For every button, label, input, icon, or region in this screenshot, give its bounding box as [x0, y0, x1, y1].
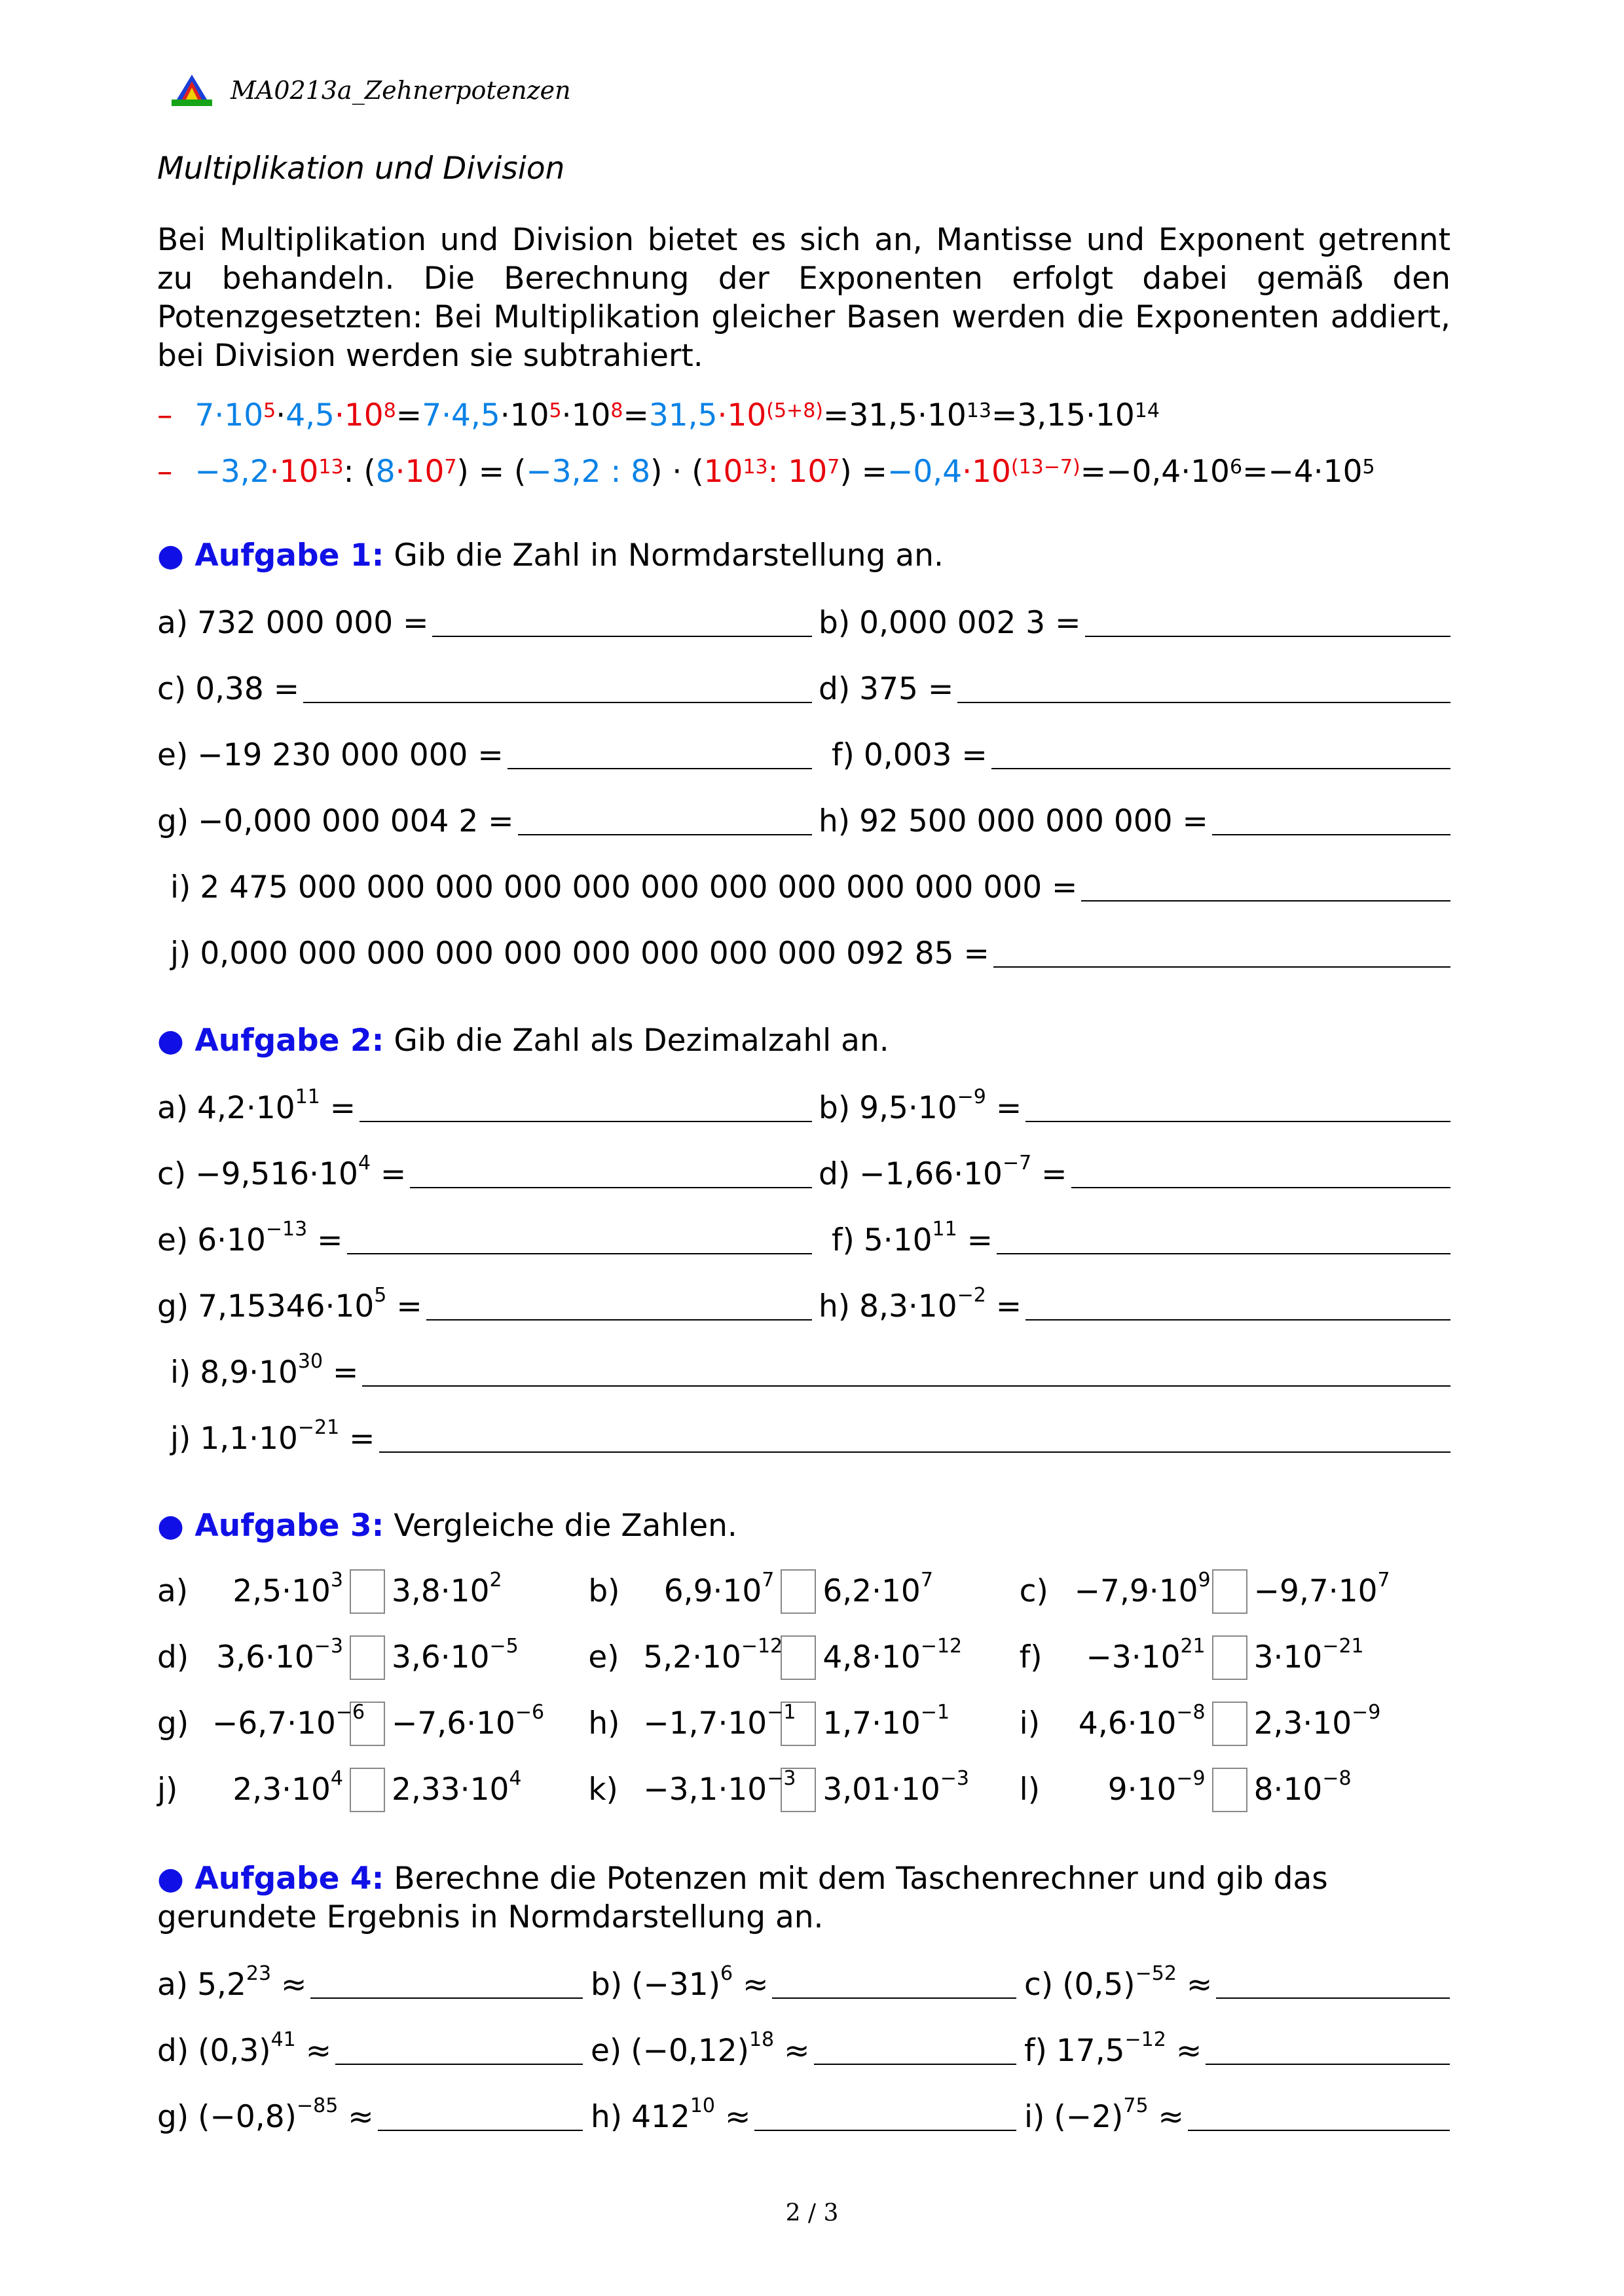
- task2-row: [157, 1338, 1450, 1404]
- task3-heading: ● Aufgabe 3: Vergleiche die Zahlen.: [157, 1508, 737, 1544]
- task1-item: b) 0,000 002 3 =: [819, 602, 1450, 641]
- task3-item: h) $-1,7\cdot 10^{-1}$ $1,7\cdot 10^{-1}$: [588, 1702, 1019, 1746]
- task3-item: e) $5,2\cdot 10^{-12}$ $4,8\cdot 10^{-12}$: [588, 1635, 1019, 1680]
- task2-item: j) $1,1\cdot 10^{-21}$ =: [157, 1417, 1450, 1457]
- task2-heading: ● Aufgabe 2: Gib die Zahl als Dezimalzahl an.: [157, 1023, 889, 1059]
- comparison-box[interactable]: [1212, 1768, 1247, 1812]
- task4-item: i) $(-2)^{75}$ ≈: [1024, 2096, 1450, 2135]
- comparison-box[interactable]: [350, 1768, 385, 1812]
- answer-line[interactable]: [335, 2035, 583, 2065]
- answer-line[interactable]: [303, 673, 812, 703]
- task2-item: i) $8,9\cdot 10^{30}$ =: [157, 1351, 1450, 1391]
- answer-line[interactable]: [347, 1224, 812, 1254]
- answer-line[interactable]: [1085, 607, 1450, 637]
- task1-item: g) −0,000 000 004 2 =: [157, 800, 812, 839]
- task4-item: f) $17,5^{-12}$ ≈: [1024, 2030, 1450, 2069]
- task2-row: [157, 1271, 1450, 1338]
- task2-item: h) $8,3\cdot 10^{-2}$ =: [819, 1285, 1450, 1324]
- task1-item: d) 375 =: [819, 668, 1450, 707]
- task1-item: f) 0,003 =: [819, 734, 1450, 773]
- task4-heading: ● Aufgabe 4: Berechne die Potenzen mit dem Taschenrechner und gib das gerundete Ergebnis in Normdarstellung an.: [157, 1861, 1328, 1935]
- task2-row: [157, 1404, 1450, 1470]
- example-multiplication: – 7·10 $^5$ · 4,5 ·10 $^8$ = 7·4,5 ·10 $^5$ ·10 $^8$ = 31,5 ·10 $^{(5+8)}$ =31,5·10 $^{13}$ =3,15·10 $^{14}$: [157, 397, 1160, 433]
- task2-item: d) $-1,66\cdot 10^{-7}$ =: [819, 1153, 1450, 1192]
- answer-line[interactable]: [1081, 871, 1450, 902]
- task3-item: i) $4,6\cdot 10^{-8}$ $2,3\cdot 10^{-9}$: [1020, 1702, 1450, 1746]
- answer-line[interactable]: [1206, 2035, 1450, 2065]
- task1-row: [157, 852, 1450, 919]
- task2-item: c) $-9,516\cdot 10^4$ =: [157, 1153, 812, 1192]
- answer-line[interactable]: [997, 1224, 1450, 1254]
- task3-item: j) $2,3\cdot 10^4$ $2,33\cdot 10^4$: [157, 1768, 588, 1812]
- answer-line[interactable]: [518, 805, 812, 835]
- task4-item: c) $(0,5)^{-52}$ ≈: [1024, 1963, 1450, 2003]
- document-name: MA0213a_Zehnerpotenzen: [231, 76, 571, 105]
- task1-row: [157, 919, 1450, 985]
- intro-paragraph: Bei Multiplikation und Division bietet es sich an, Mantisse und Exponent getrennt zu behandeln. Die Berechnung der Exponenten erfolgt dabei gemäß den Potenzgesetzten: Bei Multiplikation gleicher Basen werden die Exponenten addiert, bei Division werden sie subtrahiert.: [157, 222, 1450, 374]
- task1-item: h) 92 500 000 000 000 =: [819, 800, 1450, 839]
- answer-line[interactable]: [378, 2101, 583, 2131]
- task4-row: [157, 2016, 1450, 2082]
- task2-row: [157, 1205, 1450, 1271]
- answer-line[interactable]: [1216, 1969, 1450, 1999]
- task4-item: e) $(-0,12)^{18}$ ≈: [591, 2030, 1016, 2069]
- task4-item: d) $(0,3)^{41}$ ≈: [157, 2030, 583, 2069]
- comparison-box[interactable]: [1212, 1702, 1247, 1746]
- task1-item: a) 732 000 000 =: [157, 602, 812, 641]
- page-number: 2 / 3: [785, 2200, 839, 2227]
- comparison-box[interactable]: [781, 1569, 816, 1614]
- task3-item: c) $-7,9\cdot 10^9$ $-9,7\cdot 10^7$: [1020, 1569, 1450, 1614]
- task4-item: a) $5,2^{23}$ ≈: [157, 1963, 583, 2003]
- task3-item: l) $9\cdot 10^{-9}$ $8\cdot 10^{-8}$: [1020, 1768, 1450, 1812]
- task2-item: g) $7,15346\cdot 10^5$ =: [157, 1285, 812, 1324]
- task1-item: j) 0,000 000 000 000 000 000 000 000 000 092 85 =: [157, 932, 1450, 972]
- section-title: Multiplikation und Division: [157, 151, 565, 187]
- task3-item: a) $2,5\cdot 10^3$ $3,8\cdot 10^2$: [157, 1569, 588, 1614]
- task2-item: a) $4,2\cdot 10^{11}$ =: [157, 1087, 812, 1126]
- answer-line[interactable]: [993, 938, 1450, 968]
- task3-row: [157, 1757, 1450, 1823]
- answer-line[interactable]: [360, 1092, 812, 1122]
- task1-heading: ● Aufgabe 1: Gib die Zahl in Normdarstellung an.: [157, 538, 944, 574]
- task2-item: b) $9,5\cdot 10^{-9}$ =: [819, 1087, 1450, 1126]
- task1-row: [157, 588, 1450, 654]
- answer-line[interactable]: [507, 739, 812, 769]
- task1-item: e) −19 230 000 000 =: [157, 734, 812, 773]
- answer-line[interactable]: [1025, 1290, 1450, 1321]
- answer-line[interactable]: [991, 739, 1450, 769]
- answer-line[interactable]: [754, 2101, 1016, 2131]
- task1-item: i) 2 475 000 000 000 000 000 000 000 000 000 000 000 =: [157, 866, 1450, 905]
- task3-item: g) $-6,7\cdot 10^{-6}$ $-7,6\cdot 10^{-6}$: [157, 1702, 588, 1746]
- task3-row: [157, 1558, 1450, 1624]
- answer-line[interactable]: [362, 1357, 1450, 1387]
- task2-row: [157, 1073, 1450, 1139]
- answer-line[interactable]: [410, 1158, 812, 1188]
- task1-row: [157, 786, 1450, 852]
- answer-line[interactable]: [310, 1969, 583, 1999]
- task3-item: b) $6,9\cdot 10^7$ $6,2\cdot 10^7$: [588, 1569, 1019, 1614]
- comparison-box[interactable]: [350, 1569, 385, 1614]
- task4-item: g) $(-0,8)^{-85}$ ≈: [157, 2096, 583, 2135]
- example-division: – −3,2 ·10 $^{13}$ : ( 8 ·10 $^7$ ) = ( −3,2 : 8 ) · ( 10 $^{13}$ : 10 $^7$ ) = −0,4 ·10 $^{(13-7)}$ =−0,4·10 $^6$ =−4·10 $^5$: [157, 453, 1375, 490]
- task2-item: f) $5\cdot 10^{11}$ =: [819, 1219, 1450, 1258]
- task4-item: b) $(-31)^6$ ≈: [591, 1963, 1016, 2003]
- answer-line[interactable]: [814, 2035, 1017, 2065]
- answer-line[interactable]: [957, 673, 1450, 703]
- task3-item: d) $3,6\cdot 10^{-3}$ $3,6\cdot 10^{-5}$: [157, 1635, 588, 1680]
- task3-row: [157, 1690, 1450, 1757]
- task1-row: [157, 720, 1450, 786]
- comparison-box[interactable]: [1212, 1635, 1247, 1680]
- task1-row: [157, 654, 1450, 720]
- answer-line[interactable]: [1025, 1092, 1450, 1122]
- comparison-box[interactable]: [350, 1635, 385, 1680]
- task4-row: [157, 2082, 1450, 2148]
- comparison-box[interactable]: [781, 1635, 816, 1680]
- answer-line[interactable]: [772, 1969, 1016, 1999]
- answer-line[interactable]: [426, 1290, 812, 1321]
- answer-line[interactable]: [1071, 1158, 1450, 1188]
- content: [157, 151, 1450, 2148]
- task3-row: [157, 1624, 1450, 1690]
- task3-item: k) $-3,1\cdot 10^{-3}$ $3,01\cdot 10^{-3}$: [588, 1768, 1019, 1812]
- answer-line[interactable]: [379, 1423, 1450, 1453]
- task4-row: [157, 1950, 1450, 2016]
- task3-item: f) $-3\cdot 10^{21}$ $3\cdot 10^{-21}$: [1020, 1635, 1450, 1680]
- comparison-box[interactable]: [1212, 1569, 1247, 1614]
- answer-line[interactable]: [1188, 2101, 1450, 2131]
- task2-row: [157, 1139, 1450, 1205]
- page-header: [169, 73, 571, 107]
- logo-icon: [169, 73, 215, 107]
- answer-line[interactable]: [432, 607, 812, 637]
- answer-line[interactable]: [1212, 805, 1450, 835]
- task4-item: h) $412^{10}$ ≈: [591, 2096, 1016, 2135]
- task2-item: e) $6\cdot 10^{-13}$ =: [157, 1219, 812, 1258]
- task1-item: c) 0,38 =: [157, 668, 812, 707]
